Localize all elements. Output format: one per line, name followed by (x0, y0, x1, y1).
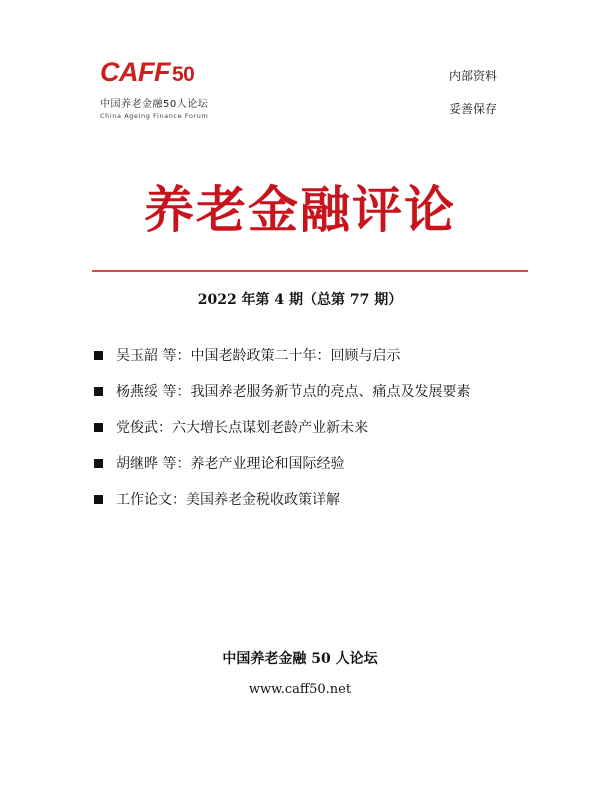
title-divider (92, 270, 528, 272)
logo-name-cn: 中国养老金融50人论坛 (100, 99, 209, 110)
square-bullet-icon (94, 495, 103, 504)
caff50-logo (100, 58, 208, 120)
toc-item-text: 吴玉韶 等：中国老龄政策二十年：回顾与启示 (116, 348, 401, 364)
publication-title: 养老金融评论 (144, 180, 456, 239)
toc-item-text: 工作论文：美国养老金税收政策详解 (116, 492, 340, 508)
issue-number: 2022 年第 4 期（总第 77 期） (197, 292, 403, 308)
square-bullet-icon (94, 459, 103, 468)
logo-mark-text: CAFF (100, 57, 170, 87)
logo-name-en: China Ageing Finance Forum (100, 112, 209, 120)
internal-material-note: 内部资料 (449, 69, 498, 83)
toc-item (94, 481, 554, 517)
toc-item (94, 409, 554, 445)
toc-item (94, 373, 554, 409)
logo-mark (100, 58, 208, 89)
table-of-contents (94, 337, 554, 517)
logo-mark-number: 50 (171, 63, 195, 86)
square-bullet-icon (94, 387, 103, 396)
toc-item-text: 党俊武：六大增长点谋划老龄产业新未来 (116, 420, 368, 436)
square-bullet-icon (94, 351, 103, 360)
toc-item-text: 杨燕绥 等：我国养老服务新节点的亮点、痛点及发展要素 (116, 384, 471, 400)
keep-safe-note: 妥善保存 (449, 102, 498, 116)
square-bullet-icon (94, 423, 103, 432)
publisher-url: www.caff50.net (248, 682, 352, 697)
toc-item (94, 445, 554, 481)
toc-item-text: 胡继晔 等：养老产业理论和国际经验 (116, 456, 345, 472)
publisher-name: 中国养老金融 50 人论坛 (222, 651, 378, 667)
toc-item (94, 337, 554, 373)
